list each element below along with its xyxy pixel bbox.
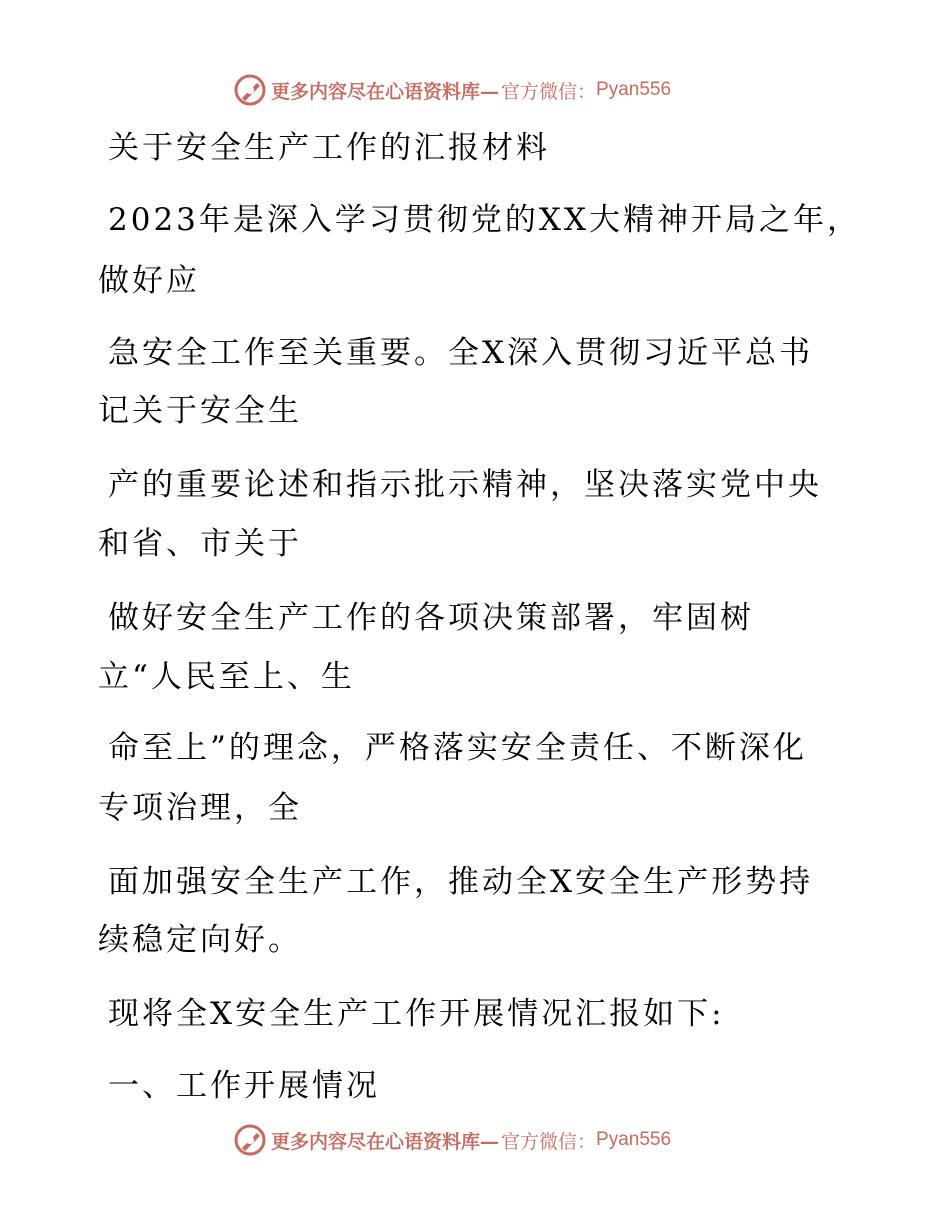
- watermark-contact-id: Pyan556: [596, 1129, 672, 1150]
- watermark-contact-label: 官方微信：: [501, 80, 597, 103]
- paragraph-line: 和省、市关于: [98, 526, 302, 562]
- paragraph-line: 急安全工作至关重要。全X深入贯彻习近平总书: [108, 335, 814, 371]
- watermark-contact-id: Pyan556: [596, 79, 672, 100]
- quill-logo-icon: [233, 73, 267, 107]
- header-watermark: [233, 72, 671, 108]
- quill-logo-icon: [233, 1123, 267, 1157]
- section-heading: 一、工作开展情况: [108, 1068, 380, 1104]
- paragraph-line: 专项治理，全: [98, 790, 302, 826]
- paragraph-line: 现将全X安全生产工作开展情况汇报如下:: [108, 996, 725, 1032]
- paragraph-line: 面加强安全生产工作，推动全X安全生产形势持: [108, 864, 814, 900]
- watermark-text: 更多内容尽在心语资料库—: [271, 1130, 500, 1153]
- paragraph-line: 立“人民至上、生: [98, 659, 355, 695]
- watermark-text: 更多内容尽在心语资料库—: [271, 80, 500, 103]
- document-title: 关于安全生产工作的汇报材料: [108, 130, 550, 166]
- paragraph-line: 命至上”的理念，严格落实安全责任、不断深化: [108, 730, 807, 766]
- paragraph-line: 做好应: [98, 263, 200, 299]
- paragraph-line: 做好安全生产工作的各项决策部署，牢固树: [108, 600, 754, 636]
- watermark-contact-label: 官方微信：: [501, 1130, 597, 1153]
- footer-watermark: [233, 1122, 671, 1158]
- paragraph-line: 2023年是深入学习贯彻党的XX大精神开局之年，: [108, 202, 862, 238]
- paragraph-line: 续稳定向好。: [98, 922, 302, 958]
- paragraph-line: 产的重要论述和指示批示精神，坚决落实党中央: [108, 467, 822, 503]
- paragraph-line: 记关于安全生: [98, 393, 302, 429]
